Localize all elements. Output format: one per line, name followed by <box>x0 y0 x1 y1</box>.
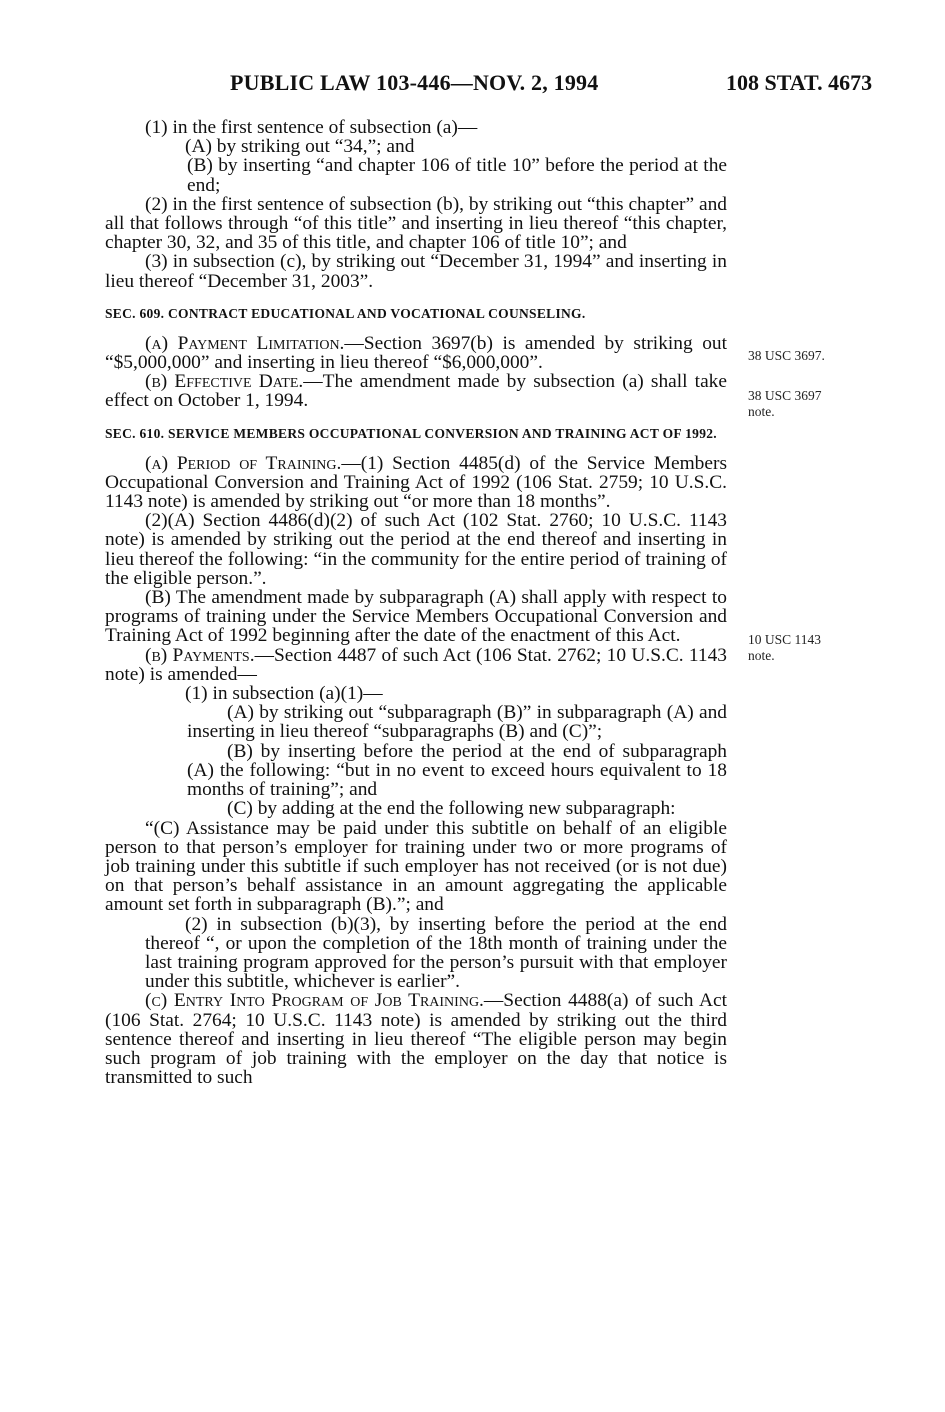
paragraph <box>105 646 727 684</box>
paragraph-text: —The amendment made by subsection (a) shall take effect on October 1, 1994. <box>105 371 727 412</box>
paragraph-text: —Section 4488(a) of such Act (106 Stat. 2764; 10 U.S.C. 1143 note) is amended by striking out the third sentence thereof and inserting in lieu thereof “The eligible person may begin such program of job training with the employer on the day that notice is transmitted to such <box>105 990 727 1089</box>
subsection-heading: (c) Entry Into Program of Job Training. <box>145 990 484 1012</box>
paragraph: (B) The amendment made by subparagraph (A) shall apply with respect to programs of training under the Service Members Occupational Conversion and Training Act of 1992 beginning after the date of the enactment of this Act. <box>105 587 727 647</box>
paragraph: (3) in subsection (c), by striking out “December 31, 1994” and inserting in lieu thereof “December 31, 2003”. <box>105 251 727 292</box>
paragraph <box>105 156 727 194</box>
paragraph: (2) in the first sentence of subsection (b), by striking out “this chapter” and all that follows through “of this title” and inserting in lieu thereof “this chapter, chapter 30, 32, and 35 of this title, and chapter 106 of title 10”; and <box>105 193 727 254</box>
margin-citation-text: note. <box>748 648 775 663</box>
paragraph: (A) by striking out “subparagraph (B)” in subparagraph (A) and inserting in lieu thereof “subparagraphs (B) and (C)”; <box>187 702 727 743</box>
paragraph: (2) in subsection (b)(3), by inserting before the period at the end thereof “, or upon the completion of the 18th month of training under the last training program approved for the person’s pursuit with that employer under this subtitle, whichever is earlier”. <box>145 913 727 993</box>
quoted-paragraph: “(C) Assistance may be paid under this subtitle on behalf of an eligible person to that person’s employer for training under two or more programs of job training under this subtitle if such employer has not received (or is not due) on that person’s behalf assistance in an amount aggregating the applicable amount set forth in subparagraph (B).”; and <box>105 817 727 916</box>
paragraph: (1) in subsection (a)(1)— <box>185 683 383 705</box>
paragraph <box>105 454 727 512</box>
page-header <box>0 70 945 100</box>
running-head-title: PUBLIC LAW 103-446—NOV. 2, 1994 <box>230 70 599 95</box>
margin-citation-text: note. <box>748 404 775 419</box>
margin-citation <box>748 632 858 664</box>
margin-citation-text: 10 USC 1143 <box>748 632 822 647</box>
statute-page-number: 108 STAT. 4673 <box>726 70 873 95</box>
paragraph: (C) by adding at the end the following new subparagraph: <box>227 798 676 820</box>
section-heading: SEC. 610. SERVICE MEMBERS OCCUPATIONAL CONVERSION AND TRAINING ACT OF 1992. <box>105 425 717 441</box>
subsection-heading: (a) Payment Limitation. <box>145 332 345 354</box>
subsection-heading: (b) Payments. <box>145 644 255 666</box>
margin-citation <box>748 348 858 364</box>
margin-citation-text: 38 USC 3697. <box>748 348 825 363</box>
subsection-heading: (a) Period of Training. <box>145 452 342 474</box>
document-body <box>105 118 727 1087</box>
margin-citation <box>748 388 858 420</box>
paragraph: (2)(A) Section 4486(d)(2) of such Act (102 Stat. 2760; 10 U.S.C. 1143 note) is amended by striking out the period at the end thereof and inserting in lieu thereof the following: “in the community for the entire period of training of the eligible person.”. <box>105 510 727 589</box>
paragraph <box>105 372 727 410</box>
paragraph-text: (B) by inserting “and chapter 106 of title 10” before the period at the end; <box>187 155 727 196</box>
subsection-heading: (b) Effective Date. <box>145 371 304 393</box>
paragraph: (A) by striking out “34,”; and <box>185 136 415 158</box>
paragraph: (1) in the first sentence of subsection (a)— <box>145 117 478 138</box>
paragraph <box>105 991 727 1087</box>
paragraph-text: —Section 4487 of such Act (106 Stat. 2762; 10 U.S.C. 1143 note) is amended— <box>105 644 727 685</box>
section-heading: SEC. 609. CONTRACT EDUCATIONAL AND VOCATIONAL COUNSELING. <box>105 305 586 321</box>
paragraph <box>105 334 727 372</box>
paragraph: (B) by inserting before the period at the end of subparagraph (A) the following: “but in no event to exceed hours equivalent to 18 months of training”; and <box>187 740 727 801</box>
margin-citation-text: 38 USC 3697 <box>748 388 822 403</box>
paragraph-text: —Section 3697(b) is amended by striking out “$5,000,000” and inserting in lieu thereof “$6,000,000”. <box>105 332 727 374</box>
paragraph-text: —(1) Section 4485(d) of the Service Members Occupational Conversion and Training Act of 1992 (106 Stat. 2759; 10 U.S.C. 1143 note) is amended by striking out “or more than 18 months”. <box>105 452 727 513</box>
